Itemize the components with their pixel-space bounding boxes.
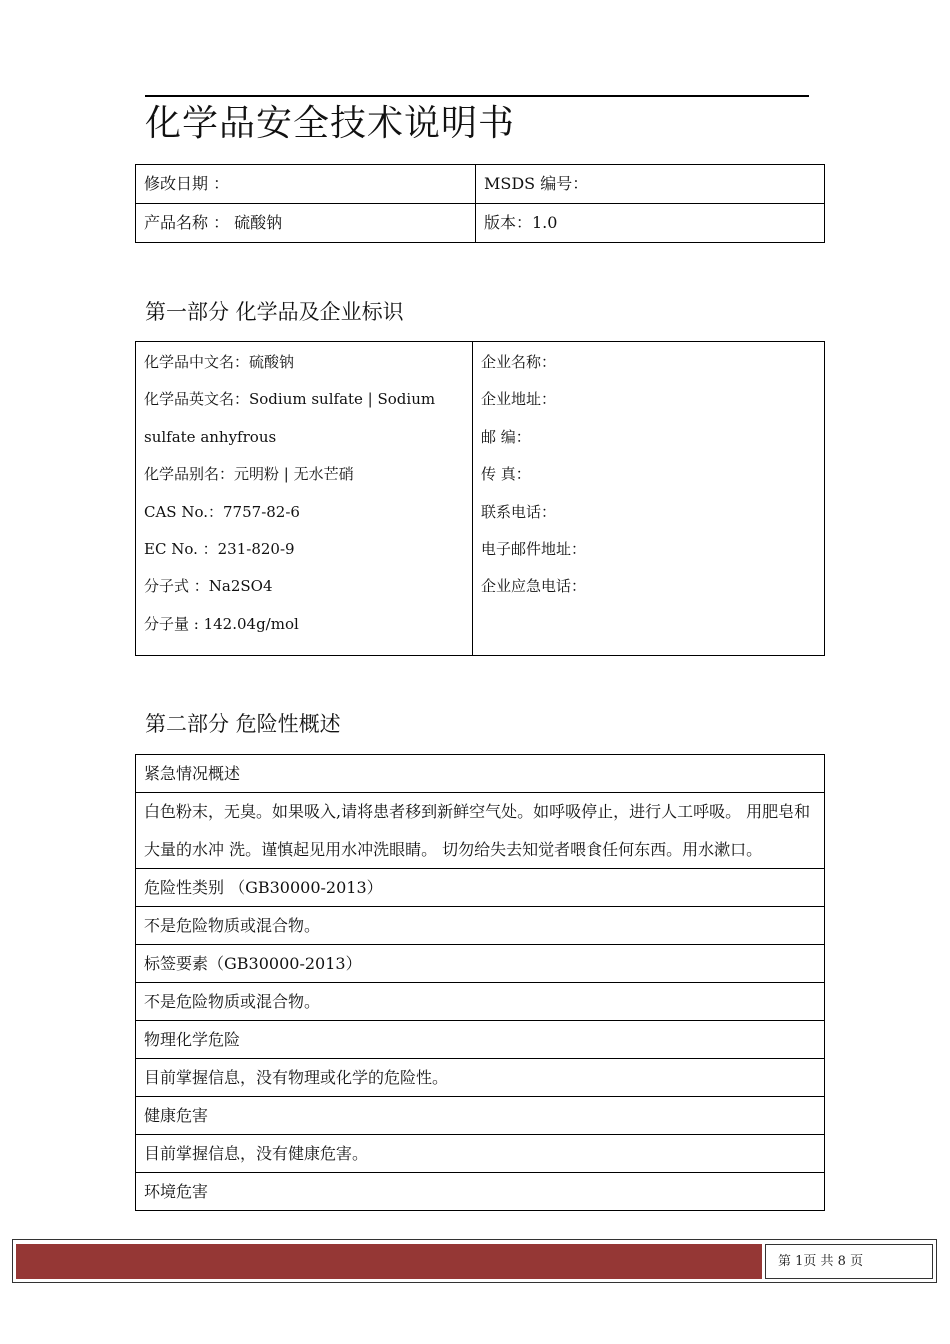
table-row: 不是危险物质或混合物。	[136, 983, 825, 1021]
table-row: 白色粉末，无臭。如果吸入,请将患者移到新鲜空气处。如呼吸停止，进行人工呼吸。 用肥皂和大量的水冲 洗。谨慎起见用水冲洗眼睛。 切勿给失去知觉者喂食任何东西。用水漱口。	[136, 793, 825, 869]
molecular-weight: 分子量 : 142.04g/mol	[144, 614, 299, 633]
company-info-cell	[473, 342, 825, 656]
product-name-cell: 产品名称 ： 硫酸钠	[136, 204, 476, 243]
footer-color-bar	[16, 1244, 762, 1279]
version-cell: 版本：1.0	[476, 204, 825, 243]
table-row: 环境危害	[136, 1173, 825, 1211]
chemical-cn-name: 化学品中文名：硫酸钠	[144, 353, 295, 371]
chemical-en-name-cont: sulfate anhyfrous	[144, 427, 277, 446]
table-row: 健康危害	[136, 1097, 825, 1135]
table-row: 标签要素（GB30000-2013）	[136, 945, 825, 983]
postal-code: 邮 编：	[481, 427, 531, 446]
msds-number-cell: MSDS 编号：	[476, 165, 825, 204]
chemical-en-name: 化学品英文名：Sodium sulfate | Sodium	[144, 390, 436, 409]
email-address: 电子邮件地址：	[481, 540, 587, 559]
ec-number: EC No. ：231-820-9	[144, 540, 295, 559]
table-row: 目前掌握信息，没有健康危害。	[136, 1135, 825, 1173]
emergency-phone: 企业应急电话：	[481, 577, 587, 596]
identification-table	[135, 341, 825, 656]
phone: 联系电话：	[481, 502, 557, 521]
page-number: 第 1页 共 8 页	[765, 1244, 933, 1279]
revision-date-cell: 修改日期 ：	[136, 165, 476, 204]
hazard-overview-table	[135, 754, 825, 1211]
table-row: 危险性类别 （GB30000-2013）	[136, 869, 825, 907]
chemical-alias: 化学品别名：元明粉 | 无水芒硝	[144, 465, 354, 484]
header-info-table	[135, 164, 825, 243]
table-row: 物理化学危险	[136, 1021, 825, 1059]
table-row: 目前掌握信息，没有物理或化学的危险性。	[136, 1059, 825, 1097]
chemical-info-cell	[136, 342, 473, 656]
document-title: 化学品安全技术说明书	[145, 103, 516, 144]
company-name: 企业名称：	[481, 353, 557, 371]
fax: 传 真：	[481, 465, 531, 484]
cas-number: CAS No.：7757-82-6	[144, 502, 300, 521]
section-2-title: 第二部分 危险性概述	[145, 712, 341, 736]
section-1-title: 第一部分 化学品及企业标识	[145, 300, 404, 324]
table-row: 紧急情况概述	[136, 755, 825, 793]
title-rule	[145, 95, 809, 97]
molecular-formula: 分子式 ：Na2SO4	[144, 577, 273, 596]
company-address: 企业地址：	[481, 390, 557, 409]
table-row: 不是危险物质或混合物。	[136, 907, 825, 945]
